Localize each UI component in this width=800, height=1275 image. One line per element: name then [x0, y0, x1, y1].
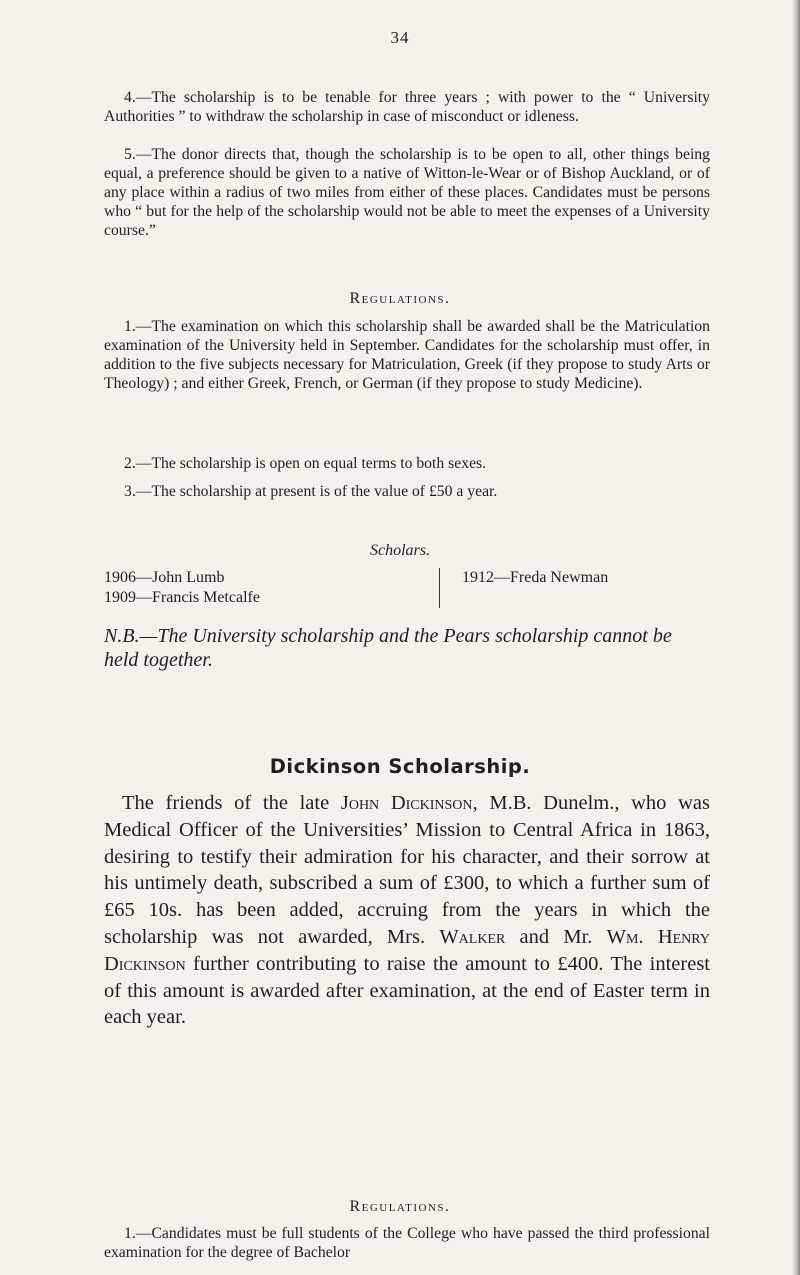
scholar-entry: 1906—John Lumb [104, 569, 225, 586]
dickinson-scholarship-title: Dickinson Scholarship. [269, 755, 531, 778]
paragraph-4: 4.—The scholarship is to be tenable for three years ; with power to the “ University Authorities ” to withdraw the scholarship in case of misconduct or idleness. [104, 89, 710, 125]
page-edge-shadow [792, 0, 800, 1275]
column-divider [439, 568, 440, 608]
regulation-2-item-1: 1.—Candidates must be full students of the College who have passed the third professional examination for the degree of Bachelor [104, 1225, 710, 1261]
person-name: John Dickinson [340, 792, 473, 814]
scholar-entry: 1909—Francis Metcalfe [104, 589, 260, 606]
body-text: The friends of the late [122, 792, 341, 814]
scholars-heading: Scholars. [370, 542, 430, 559]
page-number: 34 [390, 28, 410, 47]
scholars-right-column [462, 568, 608, 588]
body-text: further contributing to raise the amount to £400. The interest of this amount is awarded after examination, at the end of Easter term in each year. [104, 952, 710, 1029]
person-name: Walker [439, 925, 506, 948]
regulation-item-3: 3.—The scholarship at present is of the value of £50 a year. [124, 483, 498, 500]
person-name: Wm. Henry Dickinson [104, 925, 710, 975]
dickinson-scholarship-body [104, 790, 710, 1031]
regulations-heading: Regulations. [349, 290, 451, 307]
regulation-item-1: 1.—The examination on which this scholarship shall be awarded shall be the Matriculation examination of the University held in September. Candidates for the scholarship must offer, in addition to the five subjects necessary for Matriculation, Greek (if they propose to study Arts or Theology) ; and either Greek, French, or German (if they propose to study Medicine). [104, 318, 710, 392]
scholar-entry: 1912—Freda Newman [462, 569, 609, 586]
paragraph-5: 5.—The donor directs that, though the scholarship is to be open to all, other things being equal, a preference should be given to a native of Witton-le-Wear or of Bishop Auckland, or of any place within a radius of two miles from either of these places. Candidates must be persons who “ but for the help of the scholarship would not be able to meet the expenses of a University course.” [104, 146, 710, 239]
scholars-list [104, 568, 710, 608]
body-text: , M.B. Dunelm., who was Medical Officer of the Universities’ Mission to Central Africa in 1863, desiring to testify their admiration for his character, and their sorrow at his untimely death, subscribed a sum of £300, to which a further sum of £65 10s. has been added, accruing from the years in which the scholarship was not awarded, Mrs. [104, 792, 710, 948]
regulations-heading-2: Regulations. [349, 1198, 451, 1215]
regulation-item-2: 2.—The scholarship is open on equal terms to both sexes. [124, 455, 487, 472]
body-text: and Mr. [505, 925, 607, 948]
nb-note: N.B.—The University scholarship and the Pears scholarship cannot be held together. [104, 625, 672, 671]
scholars-left-column [104, 568, 260, 608]
